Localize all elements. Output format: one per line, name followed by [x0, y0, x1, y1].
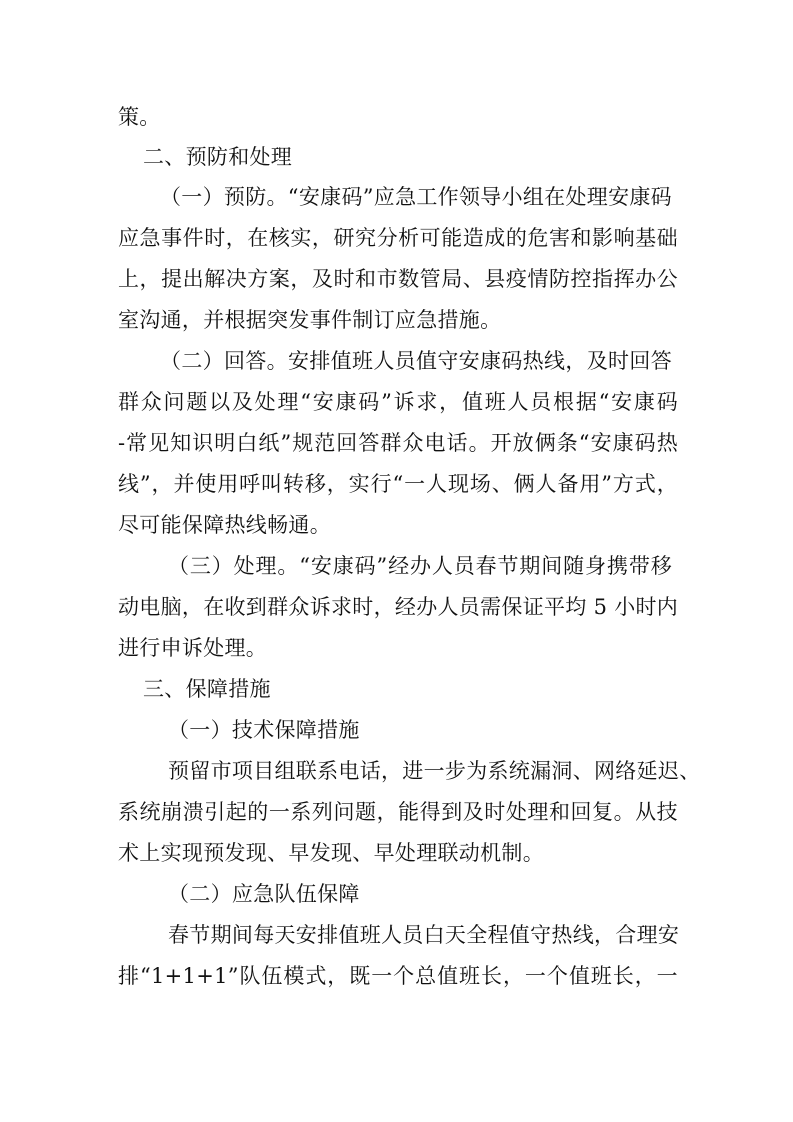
paragraph-line: 上，提出解决方案，及时和市数管局、县疫情防控指挥办公: [118, 267, 678, 291]
paragraph-line: -常见知识明白纸”规范回答群众电话。开放俩条“安康码热: [118, 431, 678, 455]
paragraph-line: 线”，并使用呼叫转移，实行“一人现场、俩人备用”方式，: [118, 472, 678, 496]
subsection-heading: （二）应急队伍保障: [168, 882, 360, 906]
paragraph-line: （一）预防。“安康码”应急工作领导小组在处理安康码: [160, 185, 672, 209]
paragraph-line: 应急事件时，在核实，研究分析可能造成的危害和影响基础: [118, 226, 678, 250]
paragraph-line: （三）处理。“安康码”经办人员春节期间随身携带移: [168, 554, 672, 578]
paragraph-line: 系统崩溃引起的一系列问题，能得到及时处理和回复。从技: [118, 800, 678, 824]
paragraph-line: 动电脑，在收到群众诉求时，经办人员需保证平均 5 小时内: [118, 595, 679, 619]
paragraph-line: 排“1+1+1”队伍模式，既一个总值班长，一个值班长，一: [118, 964, 678, 988]
paragraph-line: 术上实现预发现、早发现、早处理联动机制。: [118, 841, 544, 865]
paragraph-line: 进行申诉处理。: [118, 636, 268, 660]
paragraph-line: 尽可能保障热线畅通。: [118, 513, 331, 537]
section-heading: 三、保障措施: [143, 677, 271, 701]
subsection-heading: （一）技术保障措施: [168, 718, 360, 742]
paragraph-line: 群众问题以及处理“安康码”诉求，值班人员根据“安康码: [118, 390, 678, 414]
paragraph-line: （二）回答。安排值班人员值守安康码热线，及时回答: [160, 349, 672, 373]
paragraph-line: 策。: [118, 105, 161, 129]
paragraph-line: 春节期间每天安排值班人员白天全程值守热线，合理安: [168, 923, 680, 947]
paragraph-line: 预留市项目组联系电话，进一步为系统漏洞、网络延迟、: [168, 759, 701, 783]
paragraph-line: 室沟通，并根据突发事件制订应急措施。: [118, 308, 502, 332]
section-heading: 二、预防和处理: [143, 145, 293, 169]
